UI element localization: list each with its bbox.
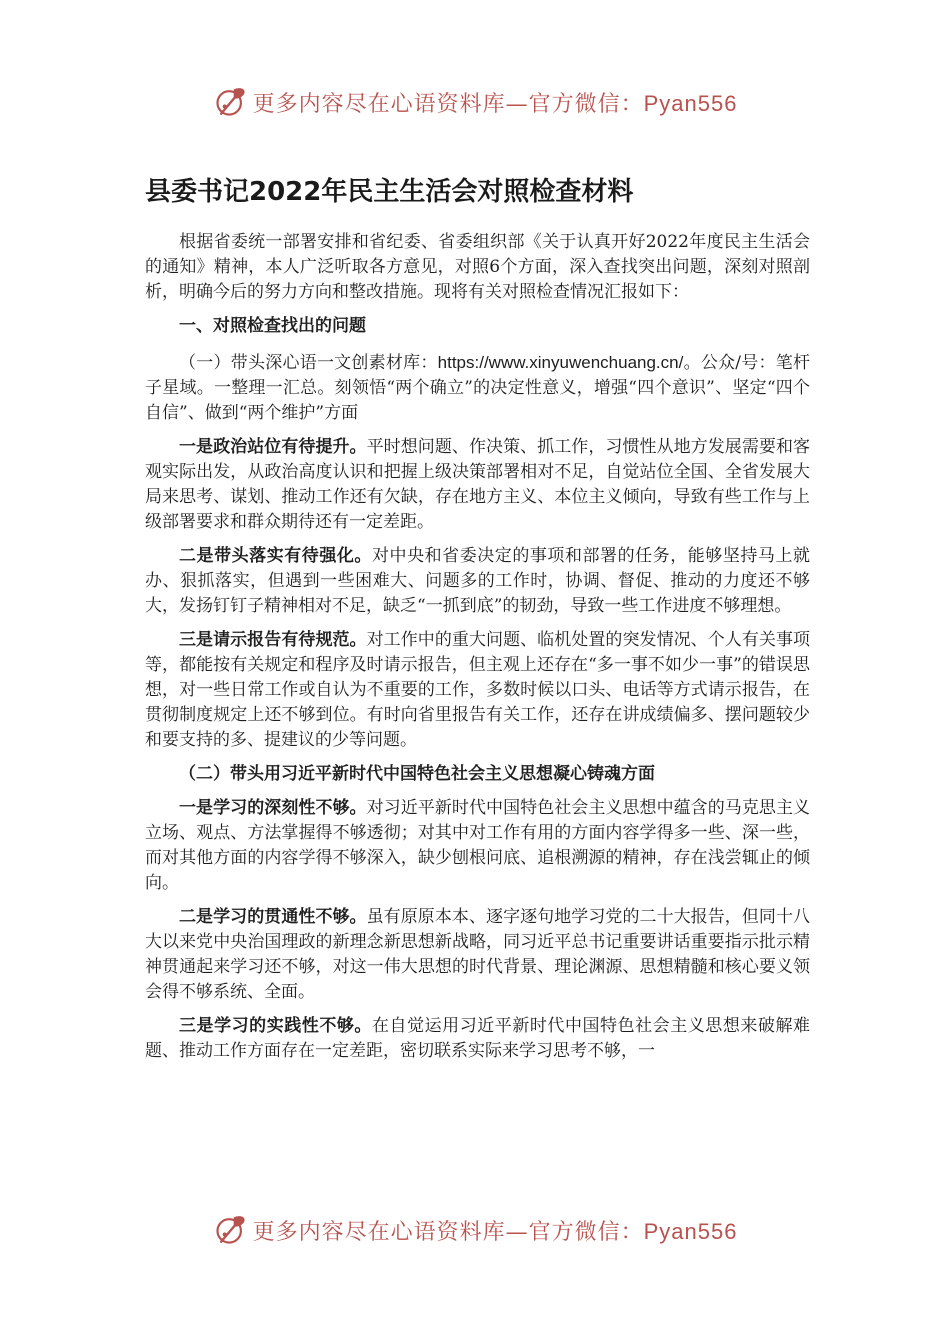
item-lead: 二是学习的贯通性不够。: [179, 907, 367, 927]
source-url: https://www.xinyuwenchuang.cn/: [437, 353, 684, 372]
banner-text: 更多内容尽在心语资料库—官方微信：Pyan556: [252, 90, 738, 117]
item-lead: 三是请示报告有待规范。: [179, 630, 367, 650]
item-lead: 三是学习的实践性不够。: [179, 1016, 372, 1036]
item-paragraph: 一是学习的深刻性不够。对习近平新时代中国特色社会主义思想中蕴含的马克思主义立场、观点、方法掌握得不够透彻；对其中对工作有用的方面内容学得多一些、深一些，而对其他方面的内容学得不够深入，缺少刨根问底、追根溯源的精神，存在浅尝辄止的倾向。: [145, 798, 811, 893]
document-title: 县委书记2022年民主生活会对照检查材料: [145, 177, 634, 207]
item-lead: 二是带头落实有待强化。: [179, 546, 372, 566]
item-paragraph: 二是学习的贯通性不够。虽有原原本本、逐字逐句地学习党的二十大报告，但同十八大以来党中央治国理政的新理念新思想新战略，同习近平总书记重要讲话重要指示批示精神贯通起来学习还不够，对这一伟大思想的时代背景、理论渊源、思想精髓和核心要义领会得不够系统、全面。: [145, 907, 811, 1002]
item-paragraph: 三是请示报告有待规范。对工作中的重大问题、临机处置的突发情况、个人有关事项等，都能按有关规定和程序及时请示报告，但主观上还存在“多一事不如少一事”的错误思想，对一些日常工作或自认为不重要的工作，多数时候以口头、电话等方式请示报告，在贯彻制度规定上还不够到位。有时向省里报告有关工作，还存在讲成绩偏多、摆问题较少和要支持的多、提建议的少等问题。: [145, 630, 811, 750]
item-lead: 一是政治站位有待提升。: [179, 437, 367, 457]
item-paragraph: 二是带头落实有待强化。对中央和省委决定的事项和部署的任务，能够坚持马上就办、狠抓落实，但遇到一些困难大、问题多的工作时，协调、督促、推动的力度还不够大，发扬钉钉子精神相对不足，缺乏“一抓到底”的韧劲，导致一些工作进度不够理想。: [145, 546, 811, 616]
subsection-title-1: （一）带头深心语一文创素材库：https://www.xinyuwenchuang.cn/。公众/号：笔杆子星域。一整理一汇总。刻领悟“两个确立”的决定性意义，增强“四个意识”、坚定“四个自信”、做到“两个维护”方面: [145, 353, 810, 423]
header-banner: [0, 80, 950, 124]
banner-text: 更多内容尽在心语资料库—官方微信：Pyan556: [252, 1218, 738, 1245]
intro-paragraph: 根据省委统一部署安排和省纪委、省委组织部《关于认真开好2022年度民主生活会的通知》精神，本人广泛听取各方意见，对照6个方面，深入查找突出问题，深刻对照剖析，明确今后的努力方向和整改措施。现将有关对照检查情况汇报如下：: [145, 232, 810, 302]
item-lead: 一是学习的深刻性不够。: [179, 798, 367, 818]
item-paragraph: 三是学习的实践性不够。在自觉运用习近平新时代中国特色社会主义思想来破解难题、推动工作方面存在一定差距，密切联系实际来学习思考不够，一: [145, 1016, 811, 1061]
footer-banner: [0, 1208, 950, 1252]
section-heading: 一、对照检查找出的问题: [179, 316, 366, 336]
wechat-account: Pyan556: [643, 1218, 738, 1244]
subsection-title-2: （二）带头用习近平新时代中国特色社会主义思想凝心铸魂方面: [179, 764, 655, 784]
item-paragraph: 一是政治站位有待提升。平时想问题、作决策、抓工作，习惯性从地方发展需要和客观实际出发，从政治高度认识和把握上级决策部署相对不足，自觉站位全国、全省发展大局来思考、谋划、推动工作还有欠缺，存在地方主义、本位主义倾向，导致有些工作与上级部署要求和群众期待还有一定差距。: [145, 437, 811, 532]
quill-pen-logo-icon: [213, 1212, 249, 1248]
document-body: [145, 174, 810, 1073]
quill-pen-logo-icon: [213, 84, 249, 120]
wechat-account: Pyan556: [643, 90, 738, 116]
